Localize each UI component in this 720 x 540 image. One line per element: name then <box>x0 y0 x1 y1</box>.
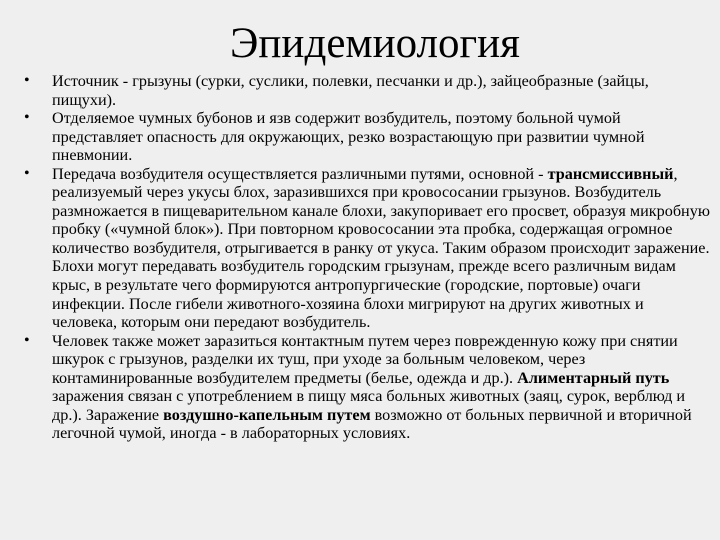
bullet-item-transmission <box>20 165 712 332</box>
bullet-text <box>52 332 692 443</box>
bold-term-airborne: воздушно-капельным путем <box>163 405 371 424</box>
text-segment: заражения связан с употреблением в пищу мяса больных животных (заяц, сурок, верблюд и др.). Заражение <box>52 387 686 424</box>
text-segment: Передача возбудителя осуществляется различными путями, основной - <box>52 164 548 183</box>
bold-term-transmissive: трансмиссивный <box>547 164 674 183</box>
bullet-item-discharge <box>20 109 712 165</box>
text-segment: Источник - грызуны (сурки, суслики, полевки, песчанки и др.), зайцеобразные (зайцы, пищухи). <box>52 72 649 109</box>
bullet-icon: • <box>24 331 30 349</box>
text-segment: возможно от больных первичной и вторичной легочной чумой, иногда - в лабораторных условиях. <box>52 405 692 443</box>
bullet-text <box>52 72 649 109</box>
text-segment: Человек также может заразиться контактным путем через поврежденную кожу при снятии шкурок с грызунов, разделки их туш, при уходе за больным человеком, через контаминированные возбудителем предметы (белье, одежда и др.). <box>52 331 678 387</box>
text-segment: Отделяемое чумных бубонов и язв содержит возбудитель, поэтому больной чумой представляет опасность для окружающих, резко возрастающую при развитии чумной пневмонии. <box>52 109 645 165</box>
slide-title: Эпидемиология <box>230 20 520 67</box>
bold-term-alimentary: Алиментарный путь <box>517 368 670 387</box>
bullet-item-contact <box>20 332 712 443</box>
bullet-text <box>52 165 710 331</box>
bullet-icon: • <box>24 164 30 182</box>
bullet-icon: • <box>24 109 30 127</box>
bullet-item-source <box>20 72 712 109</box>
bullet-text <box>52 109 645 164</box>
text-segment: , реализуемый через укусы блох, заразившихся при кровососании грызунов. Возбудитель размножается в пищеварительном канале блохи, закупоривает его просвет, образуя микробную пробку («чумной блок»). При повторном кровососании эта пробка, содержащая огромное количество возбудителя, отрыгивается в ранку от укуса. Таким образом происходит заражение. Блохи могут передавать возбудитель городским грызунам, прежде всего различным видам крыс, в результате чего формируются антропургические (городские, портовые) очаги инфекции. После гибели животного-хозяина блохи мигрируют на других животных и человека, которым они передают возбудитель. <box>52 164 710 332</box>
bullet-list <box>20 72 712 443</box>
bullet-icon: • <box>24 72 30 89</box>
